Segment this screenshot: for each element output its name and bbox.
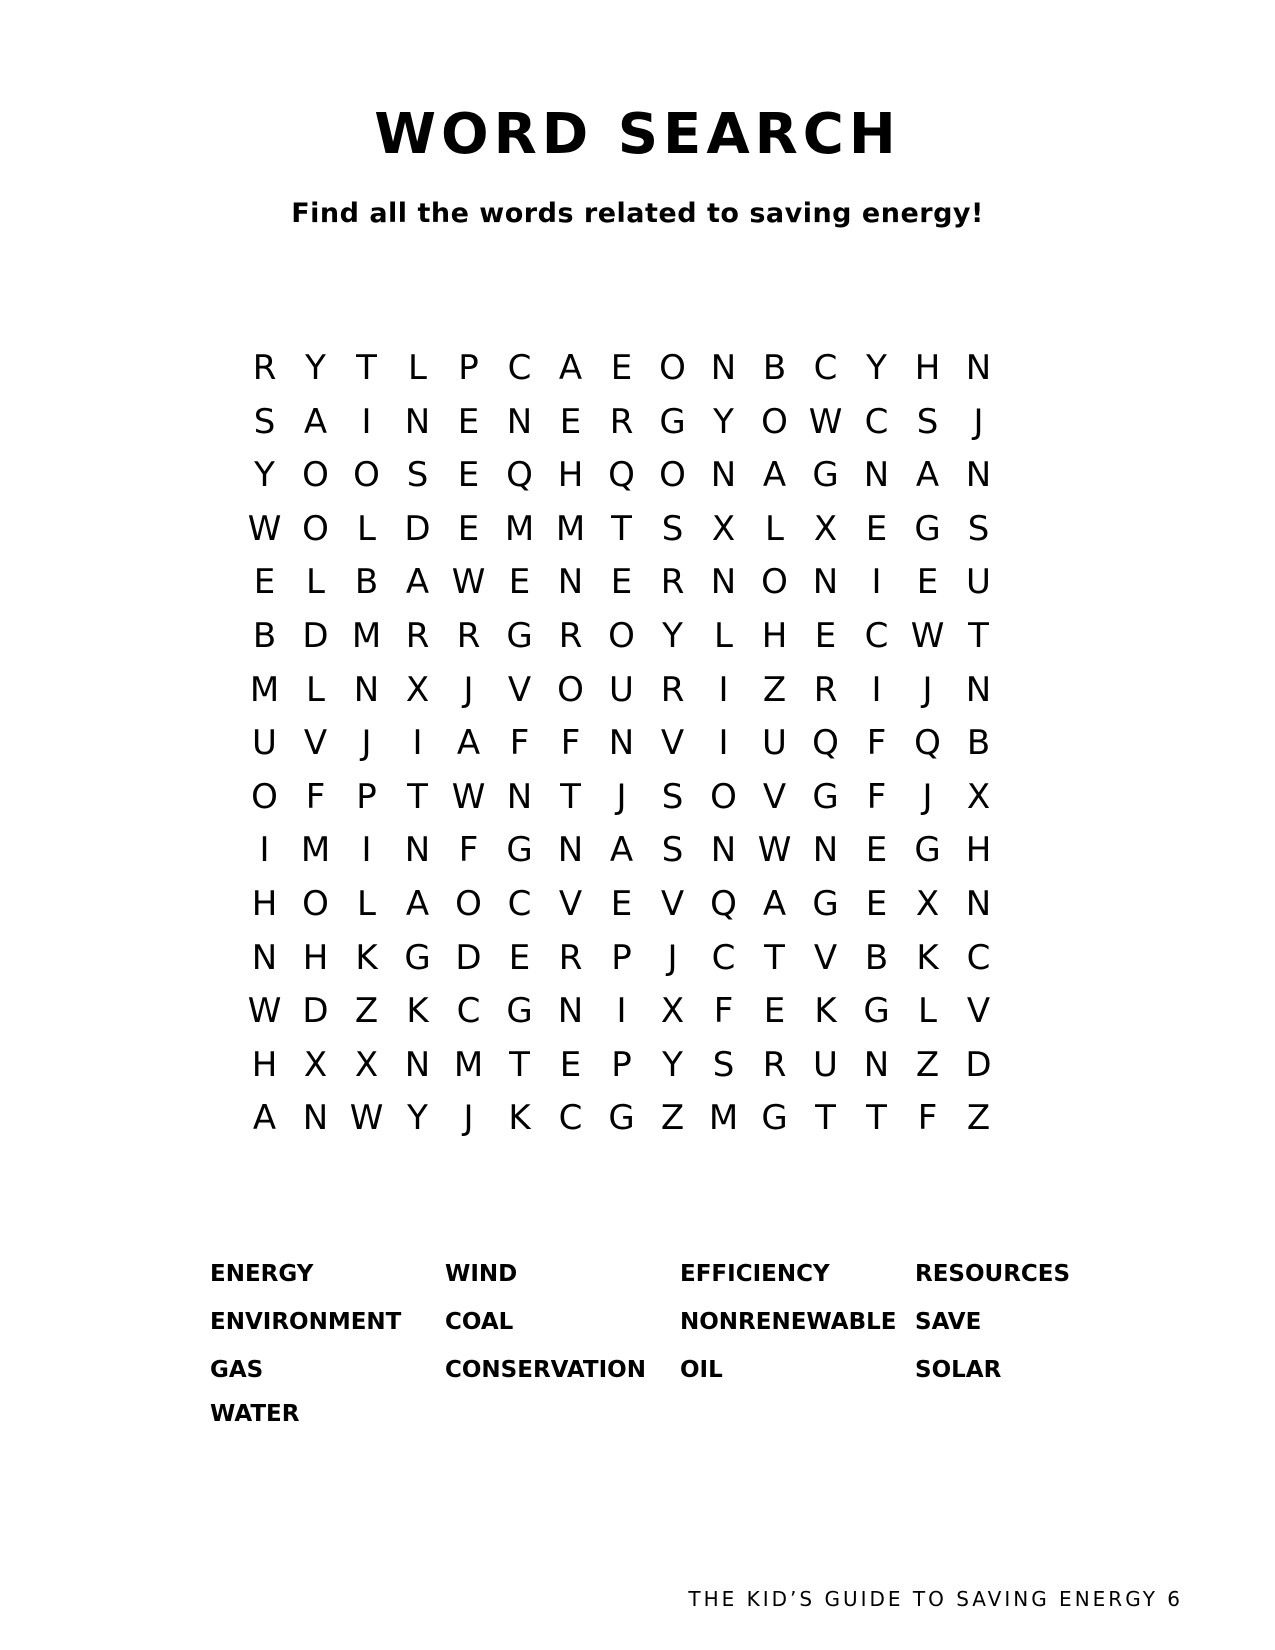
grid-letter[interactable]: E	[763, 991, 786, 1032]
grid-letter[interactable]: N	[251, 937, 278, 978]
grid-letter[interactable]: E	[865, 884, 888, 924]
grid-letter[interactable]: F	[917, 1098, 938, 1139]
grid-letter[interactable]: X	[966, 776, 991, 817]
grid-letter[interactable]: F	[305, 776, 326, 817]
grid-letter[interactable]: R	[558, 937, 583, 978]
grid-letter[interactable]: X	[405, 669, 430, 710]
grid-letter[interactable]: O	[659, 348, 686, 388]
grid-letter[interactable]: O	[659, 455, 686, 496]
grid-letter[interactable]: J	[616, 776, 627, 817]
grid-letter[interactable]: I	[718, 669, 729, 710]
grid-letter[interactable]: C	[864, 616, 889, 656]
grid-letter[interactable]: Q	[608, 455, 635, 496]
word-list-item: RESOURCES	[915, 1261, 1071, 1287]
grid-letter[interactable]: L	[357, 508, 376, 549]
grid-letter[interactable]: N	[404, 830, 431, 871]
grid-letter[interactable]: S	[661, 830, 684, 871]
grid-letter[interactable]: N	[608, 723, 635, 764]
grid-letter[interactable]: R	[558, 616, 583, 656]
grid-row	[238, 501, 1033, 557]
grid-letter[interactable]: W	[349, 1098, 384, 1139]
grid-letter[interactable]: S	[661, 508, 684, 549]
grid-letter[interactable]: M	[504, 508, 535, 549]
grid-letter[interactable]: M	[300, 830, 331, 871]
grid-letter[interactable]: E	[610, 562, 633, 603]
grid-letter[interactable]: Z	[915, 1044, 940, 1085]
grid-letter[interactable]: E	[457, 455, 480, 496]
word-list-item: ENERGY	[210, 1261, 314, 1287]
grid-letter[interactable]: C	[966, 937, 991, 978]
grid-letter[interactable]: G	[659, 401, 686, 442]
grid-letter[interactable]: Z	[966, 1098, 991, 1139]
grid-letter[interactable]: X	[303, 1044, 328, 1085]
grid-letter[interactable]: O	[302, 508, 329, 549]
grid-letter[interactable]: O	[761, 401, 788, 442]
grid-letter[interactable]: J	[922, 669, 933, 710]
grid-letter[interactable]: Q	[506, 455, 533, 496]
grid-letter[interactable]: V	[762, 776, 787, 817]
grid-letter[interactable]: C	[558, 1098, 583, 1139]
grid-letter[interactable]: V	[966, 991, 991, 1032]
grid-letter[interactable]: N	[710, 348, 737, 388]
grid-letter[interactable]: X	[915, 884, 940, 924]
grid-letter[interactable]: N	[710, 455, 737, 496]
grid-letter[interactable]: E	[610, 884, 633, 924]
grid-letter[interactable]: C	[507, 884, 532, 924]
grid-letter[interactable]: N	[812, 562, 839, 603]
grid-letter[interactable]: L	[408, 348, 427, 388]
grid-letter[interactable]: D	[455, 937, 482, 978]
word-list-item: ENVIRONMENT	[210, 1309, 402, 1335]
grid-letter[interactable]: N	[863, 1044, 890, 1085]
page-footer: THE KID’S GUIDE TO SAVING ENERGY 6	[688, 1587, 1183, 1611]
grid-letter[interactable]: B	[354, 562, 379, 603]
grid-letter[interactable]: A	[762, 455, 787, 496]
grid-letter[interactable]: N	[353, 669, 380, 710]
grid-letter[interactable]: G	[506, 616, 533, 656]
grid-letter[interactable]: L	[357, 884, 376, 924]
grid-letter[interactable]: O	[710, 776, 737, 817]
grid-letter[interactable]: R	[762, 1044, 787, 1085]
grid-letter[interactable]: G	[863, 991, 890, 1032]
grid-letter[interactable]: Q	[914, 723, 941, 764]
grid-letter[interactable]: I	[361, 830, 372, 871]
grid-letter[interactable]: N	[404, 401, 431, 442]
grid-letter[interactable]: L	[714, 616, 733, 656]
grid-letter[interactable]: I	[259, 830, 270, 871]
word-list-item: WIND	[445, 1261, 518, 1287]
grid-letter[interactable]: R	[609, 401, 634, 442]
grid-letter[interactable]: G	[506, 991, 533, 1032]
grid-letter[interactable]: F	[458, 830, 479, 871]
grid-letter[interactable]: R	[405, 616, 430, 656]
grid-letter[interactable]: O	[302, 884, 329, 924]
grid-letter[interactable]: V	[660, 723, 685, 764]
grid-letter[interactable]: G	[812, 776, 839, 817]
word-list-item: GAS	[210, 1357, 264, 1383]
grid-letter[interactable]: N	[965, 884, 992, 924]
grid-letter[interactable]: E	[253, 562, 276, 603]
word-list-item: OIL	[680, 1357, 723, 1383]
grid-letter[interactable]: H	[761, 616, 788, 656]
grid-letter[interactable]: E	[508, 937, 531, 978]
grid-letter[interactable]: F	[866, 776, 887, 817]
grid-letter[interactable]: F	[509, 723, 530, 764]
grid-letter[interactable]: P	[611, 937, 632, 978]
grid-letter[interactable]: E	[865, 508, 888, 549]
grid-letter[interactable]: E	[814, 616, 837, 656]
grid-letter[interactable]: M	[555, 508, 586, 549]
grid-letter[interactable]: R	[456, 616, 481, 656]
grid-letter[interactable]: Q	[812, 723, 839, 764]
grid-letter[interactable]: H	[914, 348, 941, 388]
grid-letter[interactable]: A	[558, 348, 583, 388]
grid-letter[interactable]: Z	[762, 669, 787, 710]
grid-letter[interactable]: P	[611, 1044, 632, 1085]
grid-letter[interactable]: O	[353, 455, 380, 496]
grid-letter[interactable]: R	[660, 669, 685, 710]
grid-letter[interactable]: A	[456, 723, 481, 764]
grid-letter[interactable]: K	[355, 937, 378, 978]
grid-letter[interactable]: C	[711, 937, 736, 978]
grid-letter[interactable]: Z	[354, 991, 379, 1032]
grid-letter[interactable]: N	[557, 830, 584, 871]
grid-letter[interactable]: E	[559, 1044, 582, 1085]
grid-letter[interactable]: L	[765, 508, 784, 549]
grid-letter[interactable]: A	[762, 884, 787, 924]
grid-letter[interactable]: E	[508, 562, 531, 603]
grid-letter[interactable]: U	[252, 723, 277, 764]
grid-letter[interactable]: M	[249, 669, 280, 710]
grid-letter[interactable]: Y	[305, 348, 326, 388]
grid-letter[interactable]: X	[660, 991, 685, 1032]
grid-row	[238, 554, 1033, 610]
grid-letter[interactable]: O	[455, 884, 482, 924]
grid-letter[interactable]: N	[302, 1098, 329, 1139]
grid-letter[interactable]: T	[866, 1098, 887, 1139]
grid-letter[interactable]: T	[560, 776, 581, 817]
grid-letter[interactable]: S	[967, 508, 990, 549]
grid-letter[interactable]: B	[966, 723, 991, 764]
grid-letter[interactable]: A	[303, 401, 328, 442]
grid-letter[interactable]: W	[451, 776, 486, 817]
grid-letter[interactable]: N	[965, 455, 992, 496]
grid-letter[interactable]: N	[965, 669, 992, 710]
grid-letter[interactable]: F	[866, 723, 887, 764]
word-list-item: SOLAR	[915, 1357, 1002, 1383]
grid-letter[interactable]: W	[808, 401, 843, 442]
grid-letter[interactable]: G	[812, 884, 839, 924]
grid-letter[interactable]: K	[406, 991, 429, 1032]
grid-letter[interactable]: E	[457, 401, 480, 442]
grid-letter[interactable]: Y	[713, 401, 734, 442]
grid-row	[238, 394, 1033, 450]
grid-letter[interactable]: E	[610, 348, 633, 388]
grid-letter[interactable]: L	[306, 669, 325, 710]
grid-row	[238, 930, 1033, 986]
grid-letter[interactable]: C	[456, 991, 481, 1032]
grid-letter[interactable]: G	[761, 1098, 788, 1139]
grid-row	[238, 983, 1033, 1039]
grid-letter[interactable]: W	[247, 991, 282, 1032]
grid-letter[interactable]: I	[718, 723, 729, 764]
grid-letter[interactable]: B	[762, 348, 787, 388]
grid-row	[238, 340, 1033, 396]
grid-letter[interactable]: H	[302, 937, 329, 978]
grid-letter[interactable]: X	[354, 1044, 379, 1085]
grid-letter[interactable]: T	[815, 1098, 836, 1139]
grid-letter[interactable]: S	[253, 401, 276, 442]
grid-letter[interactable]: I	[871, 562, 882, 603]
grid-letter[interactable]: M	[708, 1098, 739, 1139]
grid-letter[interactable]: J	[973, 401, 984, 442]
grid-letter[interactable]: V	[507, 669, 532, 710]
grid-letter[interactable]: N	[710, 830, 737, 871]
grid-letter[interactable]: E	[865, 830, 888, 871]
grid-row	[238, 662, 1033, 718]
grid-letter[interactable]: L	[918, 991, 937, 1032]
grid-letter[interactable]: U	[762, 723, 787, 764]
grid-letter[interactable]: J	[922, 776, 933, 817]
grid-row	[238, 822, 1033, 878]
grid-letter[interactable]: E	[457, 508, 480, 549]
grid-letter[interactable]: H	[251, 1044, 278, 1085]
page-subtitle: Find all the words related to saving energy!	[291, 198, 984, 229]
grid-letter[interactable]: A	[609, 830, 634, 871]
grid-letter[interactable]: R	[660, 562, 685, 603]
grid-letter[interactable]: O	[608, 616, 635, 656]
grid-letter[interactable]: Q	[710, 884, 737, 924]
grid-letter[interactable]: D	[302, 616, 329, 656]
grid-letter[interactable]: K	[814, 991, 837, 1032]
grid-letter[interactable]: G	[914, 508, 941, 549]
grid-letter[interactable]: N	[506, 776, 533, 817]
grid-letter[interactable]: G	[914, 830, 941, 871]
grid-row	[238, 876, 1033, 932]
grid-letter[interactable]: O	[761, 562, 788, 603]
grid-letter[interactable]: N	[404, 1044, 431, 1085]
grid-letter[interactable]: A	[405, 562, 430, 603]
grid-letter[interactable]: A	[252, 1098, 277, 1139]
grid-letter[interactable]: A	[915, 455, 940, 496]
grid-letter[interactable]: N	[557, 991, 584, 1032]
grid-letter[interactable]: G	[404, 937, 431, 978]
grid-letter[interactable]: N	[812, 830, 839, 871]
grid-letter[interactable]: P	[458, 348, 479, 388]
grid-letter[interactable]: T	[356, 348, 377, 388]
grid-letter[interactable]: G	[608, 1098, 635, 1139]
grid-letter[interactable]: V	[558, 884, 583, 924]
grid-letter[interactable]: J	[667, 937, 678, 978]
grid-row	[238, 608, 1033, 664]
grid-letter[interactable]: D	[302, 991, 329, 1032]
grid-letter[interactable]: P	[356, 776, 377, 817]
grid-letter[interactable]: A	[405, 884, 430, 924]
grid-letter[interactable]: R	[252, 348, 277, 388]
grid-letter[interactable]: K	[508, 1098, 531, 1139]
grid-letter[interactable]: I	[871, 669, 882, 710]
grid-letter[interactable]: G	[506, 830, 533, 871]
grid-letter[interactable]: Y	[662, 616, 683, 656]
grid-letter[interactable]: U	[813, 1044, 838, 1085]
grid-letter[interactable]: T	[611, 508, 632, 549]
grid-letter[interactable]: S	[712, 1044, 735, 1085]
grid-letter[interactable]: Z	[660, 1098, 685, 1139]
grid-letter[interactable]: T	[509, 1044, 530, 1085]
grid-letter[interactable]: M	[351, 616, 382, 656]
grid-letter[interactable]: J	[361, 723, 372, 764]
grid-letter[interactable]: B	[252, 616, 277, 656]
grid-letter[interactable]: O	[557, 669, 584, 710]
grid-letter[interactable]: W	[910, 616, 945, 656]
grid-letter[interactable]: N	[506, 401, 533, 442]
grid-letter[interactable]: Y	[407, 1098, 428, 1139]
grid-letter[interactable]: S	[661, 776, 684, 817]
grid-letter[interactable]: I	[616, 991, 627, 1032]
grid-letter[interactable]: S	[406, 455, 429, 496]
grid-letter[interactable]: D	[404, 508, 431, 549]
grid-row	[238, 715, 1033, 771]
grid-letter[interactable]: D	[965, 1044, 992, 1085]
grid-letter[interactable]: C	[864, 401, 889, 442]
grid-letter[interactable]: Y	[866, 348, 887, 388]
grid-letter[interactable]: H	[251, 884, 278, 924]
word-search-grid	[238, 340, 1033, 1190]
grid-row	[238, 1037, 1033, 1093]
grid-row	[238, 1090, 1033, 1146]
grid-letter[interactable]: K	[916, 937, 939, 978]
grid-letter[interactable]: M	[453, 1044, 484, 1085]
grid-letter[interactable]: R	[813, 669, 838, 710]
word-list-item: EFFICIENCY	[680, 1261, 830, 1287]
grid-letter[interactable]: J	[463, 1098, 474, 1139]
page-title: WORD SEARCH	[374, 102, 901, 167]
grid-letter[interactable]: Y	[662, 1044, 683, 1085]
grid-letter[interactable]: F	[713, 991, 734, 1032]
grid-letter[interactable]: W	[757, 830, 792, 871]
grid-letter[interactable]: O	[251, 776, 278, 817]
grid-letter[interactable]: V	[660, 884, 685, 924]
grid-letter[interactable]: U	[609, 669, 634, 710]
word-list-item: SAVE	[915, 1309, 982, 1335]
word-list	[210, 1255, 1170, 1475]
grid-letter[interactable]: V	[813, 937, 838, 978]
word-list-item: CONSERVATION	[445, 1357, 646, 1383]
grid-letter[interactable]: T	[968, 616, 989, 656]
grid-letter[interactable]: N	[557, 562, 584, 603]
grid-letter[interactable]: X	[711, 508, 736, 549]
word-list-item: NONRENEWABLE	[680, 1309, 897, 1335]
grid-letter[interactable]: E	[916, 562, 939, 603]
grid-letter[interactable]: X	[813, 508, 838, 549]
grid-letter[interactable]: V	[303, 723, 328, 764]
grid-letter[interactable]: W	[247, 508, 282, 549]
word-list-item: COAL	[445, 1309, 514, 1335]
grid-letter[interactable]: O	[302, 455, 329, 496]
grid-letter[interactable]: B	[864, 937, 889, 978]
grid-letter[interactable]: T	[407, 776, 428, 817]
grid-letter[interactable]: S	[916, 401, 939, 442]
grid-letter[interactable]: G	[812, 455, 839, 496]
grid-letter[interactable]: I	[361, 401, 372, 442]
grid-letter[interactable]: T	[764, 937, 785, 978]
grid-letter[interactable]: H	[965, 830, 992, 871]
grid-letter[interactable]: U	[966, 562, 991, 603]
grid-row	[238, 447, 1033, 503]
grid-row	[238, 769, 1033, 825]
grid-letter[interactable]: Y	[254, 455, 275, 496]
grid-letter[interactable]: H	[557, 455, 584, 496]
grid-letter[interactable]: N	[863, 455, 890, 496]
grid-letter[interactable]: F	[560, 723, 581, 764]
grid-letter[interactable]: L	[306, 562, 325, 603]
grid-letter[interactable]: J	[463, 669, 474, 710]
grid-letter[interactable]: W	[451, 562, 486, 603]
word-list-item: WATER	[210, 1401, 300, 1427]
grid-letter[interactable]: C	[813, 348, 838, 388]
grid-letter[interactable]: N	[710, 562, 737, 603]
grid-letter[interactable]: N	[965, 348, 992, 388]
grid-letter[interactable]: C	[507, 348, 532, 388]
grid-letter[interactable]: I	[412, 723, 423, 764]
grid-letter[interactable]: E	[559, 401, 582, 442]
